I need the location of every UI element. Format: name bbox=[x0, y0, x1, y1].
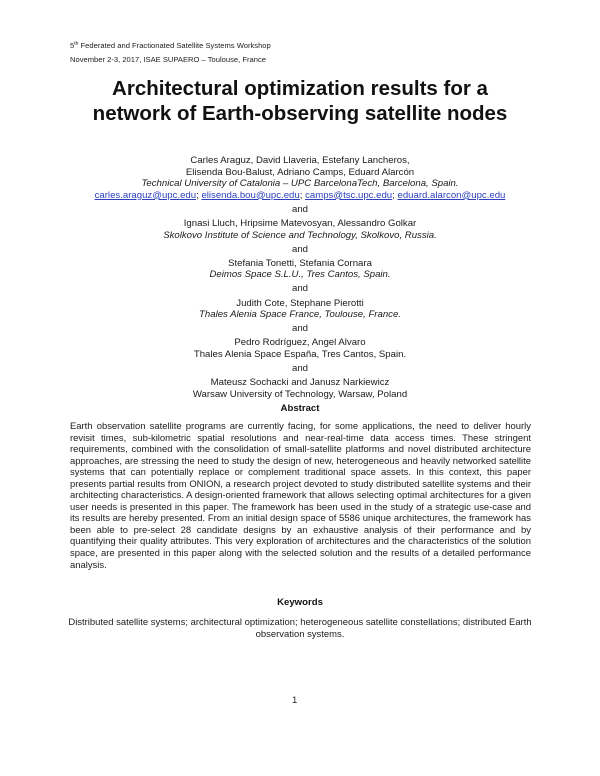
email-separator: ; bbox=[299, 189, 306, 201]
keywords-heading: Keywords bbox=[277, 597, 323, 608]
author-names: Stefania Tonetti, Stefania Cornara bbox=[228, 257, 372, 269]
workshop-ordinal: 5 bbox=[70, 41, 75, 50]
author-emails bbox=[40, 190, 560, 202]
page-number: 1 bbox=[292, 695, 298, 706]
author-names: Judith Cote, Stephane Pierotti bbox=[236, 297, 364, 309]
workshop-name: Federated and Fractionated Satellite Systems Workshop bbox=[78, 41, 271, 50]
email-link[interactable]: camps@tsc.upc.edu bbox=[305, 189, 393, 201]
email-link[interactable]: eduard.alarcon@upc.edu bbox=[397, 189, 506, 201]
author-affiliation: Thales Alenia Space España, Tres Cantos, Spain. bbox=[193, 348, 407, 360]
abstract-body: Earth observation satellite programs are currently facing, for some applications, the need to deliver hourly revisit times, sub-kilometric spatial resolutions and near-real-time data access times. These stringent requirements, combined with the consolidation of small-satellite platforms and novel distributed architecture approaches, are stressing the need to study the design of new, heterogeneous and heavily networked satellite systems that can potentially replace or complement traditional space assets. In this context, this paper presents partial results from ONION, a research project devoted to study distributed satellite systems and their architecting characteristics. A design-oriented framework that allows selecting optimal architectures for a given user needs is presented in this paper. The framework has been used in the study of a strategic use-case and its results are hereby presented. From an initial design space of 5586 unique architectures, the framework has been able to pre-select 28 candidate designs by an exhaustive analysis of their performance and by quantifying their quality attributes. This very exploration of architectures and the characteristics of the solution space, are presented in this paper along with the selected solution and the results of a detailed performance analysis. bbox=[70, 421, 531, 571]
author-affiliation: Deimos Space S.L.U., Tres Cantos, Spain. bbox=[209, 269, 391, 281]
keywords-body: Distributed satellite systems; architectural optimization; heterogeneous satellite constellations; distributed Earth observation systems. bbox=[68, 617, 532, 640]
author-affiliation: Warsaw University of Technology, Warsaw, Poland bbox=[192, 388, 408, 400]
author-names: Elisenda Bou-Balust, Adriano Camps, Eduard Alarcón bbox=[185, 166, 415, 178]
author-affiliation: Technical University of Catalonia – UPC BarcelonaTech, Barcelona, Spain. bbox=[141, 178, 459, 190]
author-affiliation: Skolkovo Institute of Science and Technology, Skolkovo, Russia. bbox=[163, 229, 437, 241]
title-line-2: network of Earth-observing satellite nodes bbox=[92, 102, 508, 125]
workshop-ordinal-suffix: th bbox=[74, 41, 79, 47]
title-line-1: Architectural optimization results for a bbox=[112, 77, 488, 100]
and-separator: and bbox=[291, 243, 308, 255]
email-separator: ; bbox=[196, 189, 202, 201]
author-block bbox=[40, 155, 560, 400]
workshop-date-location: November 2-3, 2017, ISAE SUPAERO – Toulouse, France bbox=[70, 55, 266, 64]
author-names: Pedro Rodríguez, Angel Alvaro bbox=[234, 337, 366, 349]
author-names: Carles Araguz, David Llaveria, Estefany Lancheros, bbox=[190, 155, 410, 166]
author-names: Mateusz Sochacki and Janusz Narkiewicz bbox=[210, 377, 390, 389]
email-separator: ; bbox=[392, 189, 398, 201]
and-separator: and bbox=[291, 203, 308, 215]
and-separator: and bbox=[291, 323, 308, 335]
paper-title bbox=[40, 76, 560, 126]
workshop-header bbox=[70, 41, 271, 50]
author-affiliation: Thales Alenia Space France, Toulouse, France. bbox=[199, 309, 401, 321]
author-names: Ignasi Lluch, Hripsime Matevosyan, Alessandro Golkar bbox=[183, 217, 417, 229]
abstract-heading: Abstract bbox=[280, 403, 320, 414]
email-link[interactable]: elisenda.bou@upc.edu bbox=[201, 189, 300, 201]
email-link[interactable]: carles.araguz@upc.edu bbox=[94, 189, 197, 201]
and-separator: and bbox=[291, 363, 308, 374]
and-separator: and bbox=[291, 283, 308, 295]
